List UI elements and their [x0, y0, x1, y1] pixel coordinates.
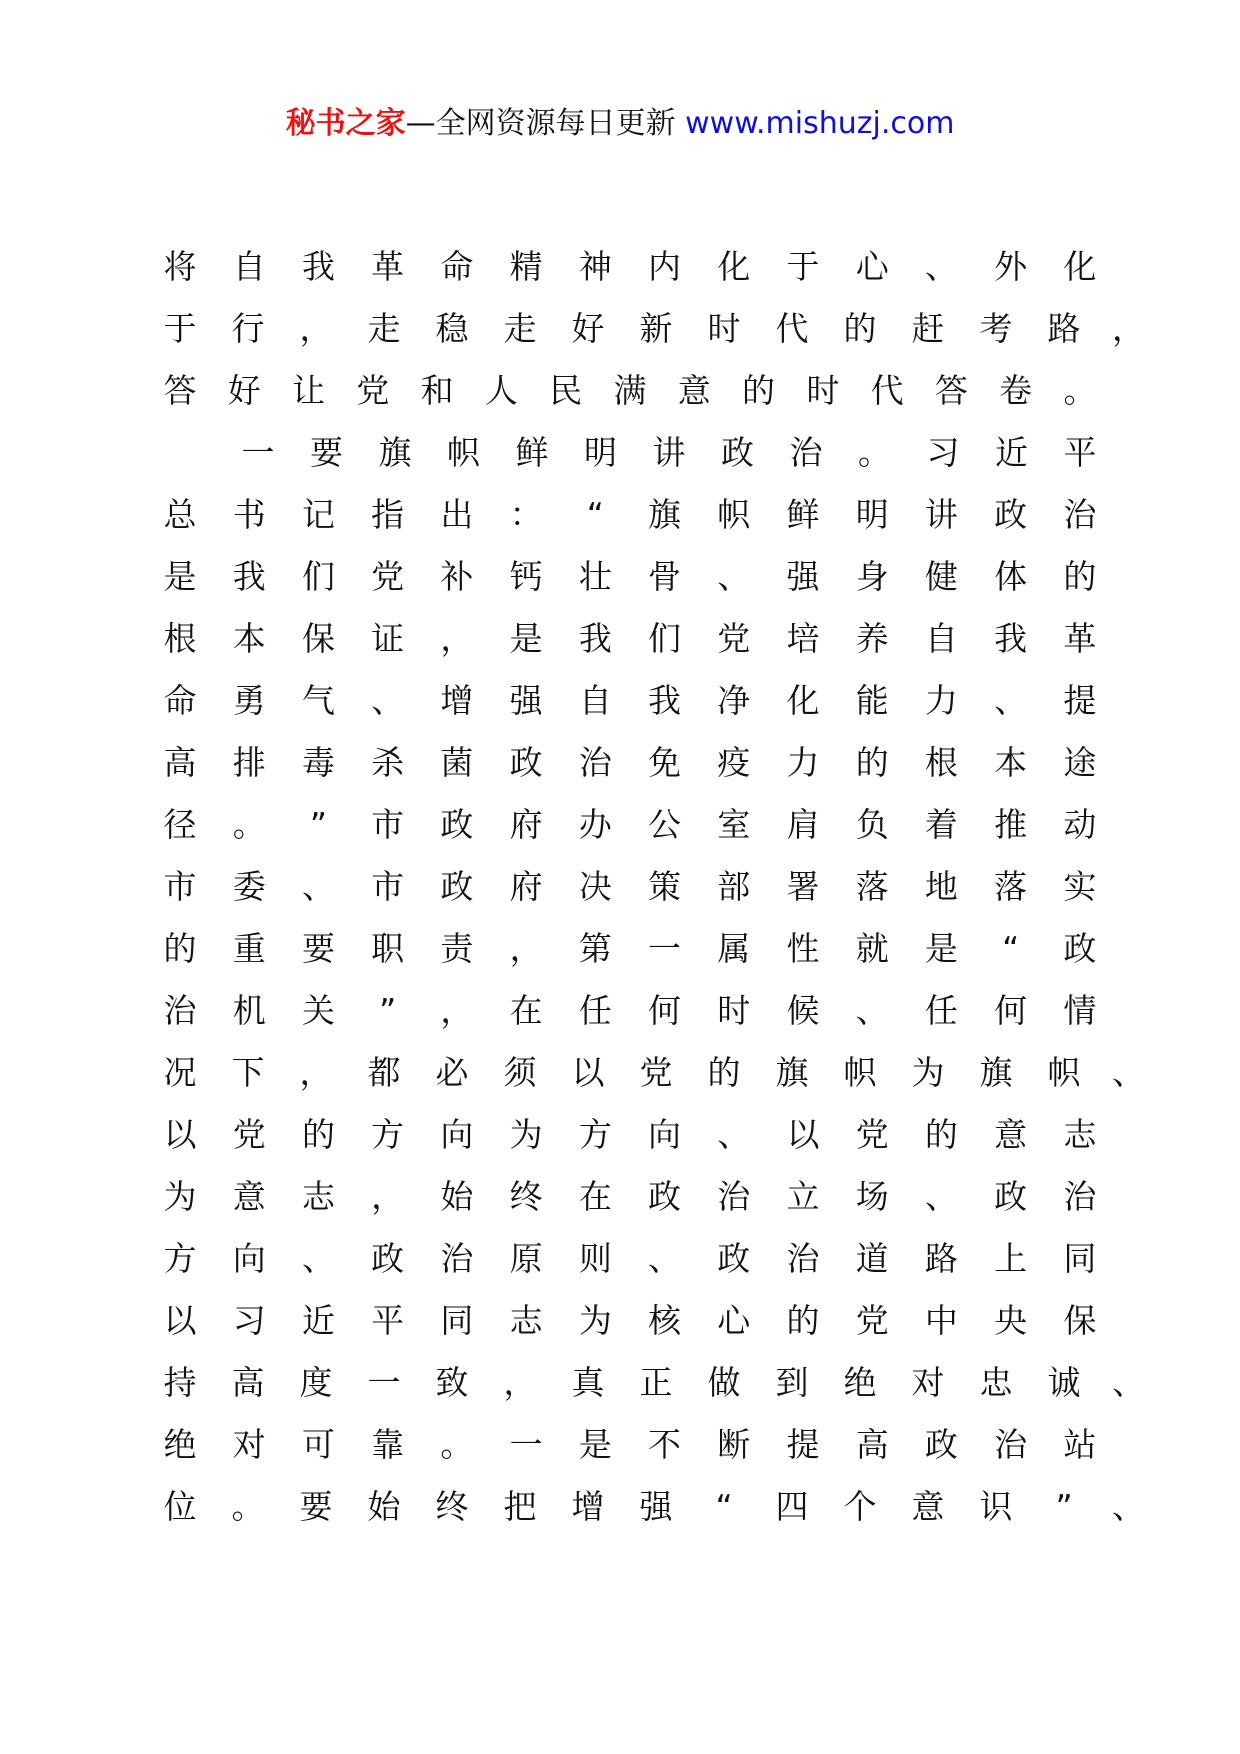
- text-line: 径 。 ” 市 政 府 办 公 室 肩 负 着 推 动: [163, 805, 1097, 844]
- text-line: 将 自 我 革 命 精 神 内 化 于 心 、 外 化: [163, 247, 1097, 286]
- site-url-link[interactable]: www.mishuzj.com: [685, 106, 955, 141]
- text-line: 的 重 要 职 责 ， 第 一 属 性 就 是 “ 政: [163, 929, 1097, 968]
- text-line: 于 行 ， 走 稳 走 好 新 时 代 的 赶 考 路 ，: [163, 309, 1145, 348]
- text-line: 以 习 近 平 同 志 为 核 心 的 党 中 央 保: [163, 1301, 1097, 1340]
- text-line: 答 好 让 党 和 人 民 满 意 的 时 代 答 卷 。: [163, 371, 1097, 410]
- text-line: 高 排 毒 杀 菌 政 治 免 疫 力 的 根 本 途: [163, 743, 1097, 782]
- text-line: 为 意 志 ， 始 终 在 政 治 立 场 、 政 治: [163, 1177, 1097, 1216]
- text-line: 位 。 要 始 终 把 增 强 “ 四 个 意 识 ” 、: [163, 1487, 1145, 1526]
- page-header: [0, 100, 1240, 148]
- text-line: 治 机 关 ” ， 在 任 何 时 候 、 任 何 情: [163, 991, 1097, 1030]
- text-line: 市 委 、 市 政 府 决 策 部 署 落 地 落 实: [163, 867, 1097, 906]
- text-line: 绝 对 可 靠 。 一 是 不 断 提 高 政 治 站: [163, 1425, 1097, 1464]
- text-line: 命 勇 气 、 增 强 自 我 净 化 能 力 、 提: [163, 681, 1097, 720]
- site-slogan: —全网资源每日更新: [405, 106, 686, 141]
- text-line: 根 本 保 证 ， 是 我 们 党 培 养 自 我 革: [163, 619, 1097, 658]
- body-text: [160, 236, 1145, 1538]
- text-line: 况 下 ， 都 必 须 以 党 的 旗 帜 为 旗 帜 、: [163, 1053, 1145, 1092]
- text-line: 以 党 的 方 向 为 方 向 、 以 党 的 意 志: [163, 1115, 1097, 1154]
- text-line: 是 我 们 党 补 钙 壮 骨 、 强 身 健 体 的: [163, 557, 1097, 596]
- site-brand: 秘书之家: [285, 106, 406, 141]
- text-line: 一 要 旗 帜 鲜 明 讲 政 治 。 习 近 平: [241, 433, 1097, 472]
- text-line: 方 向 、 政 治 原 则 、 政 治 道 路 上 同: [163, 1239, 1097, 1278]
- text-line: 持 高 度 一 致 ， 真 正 做 到 绝 对 忠 诚 、: [163, 1363, 1145, 1402]
- text-line: 总 书 记 指 出 ： “ 旗 帜 鲜 明 讲 政 治: [163, 495, 1097, 534]
